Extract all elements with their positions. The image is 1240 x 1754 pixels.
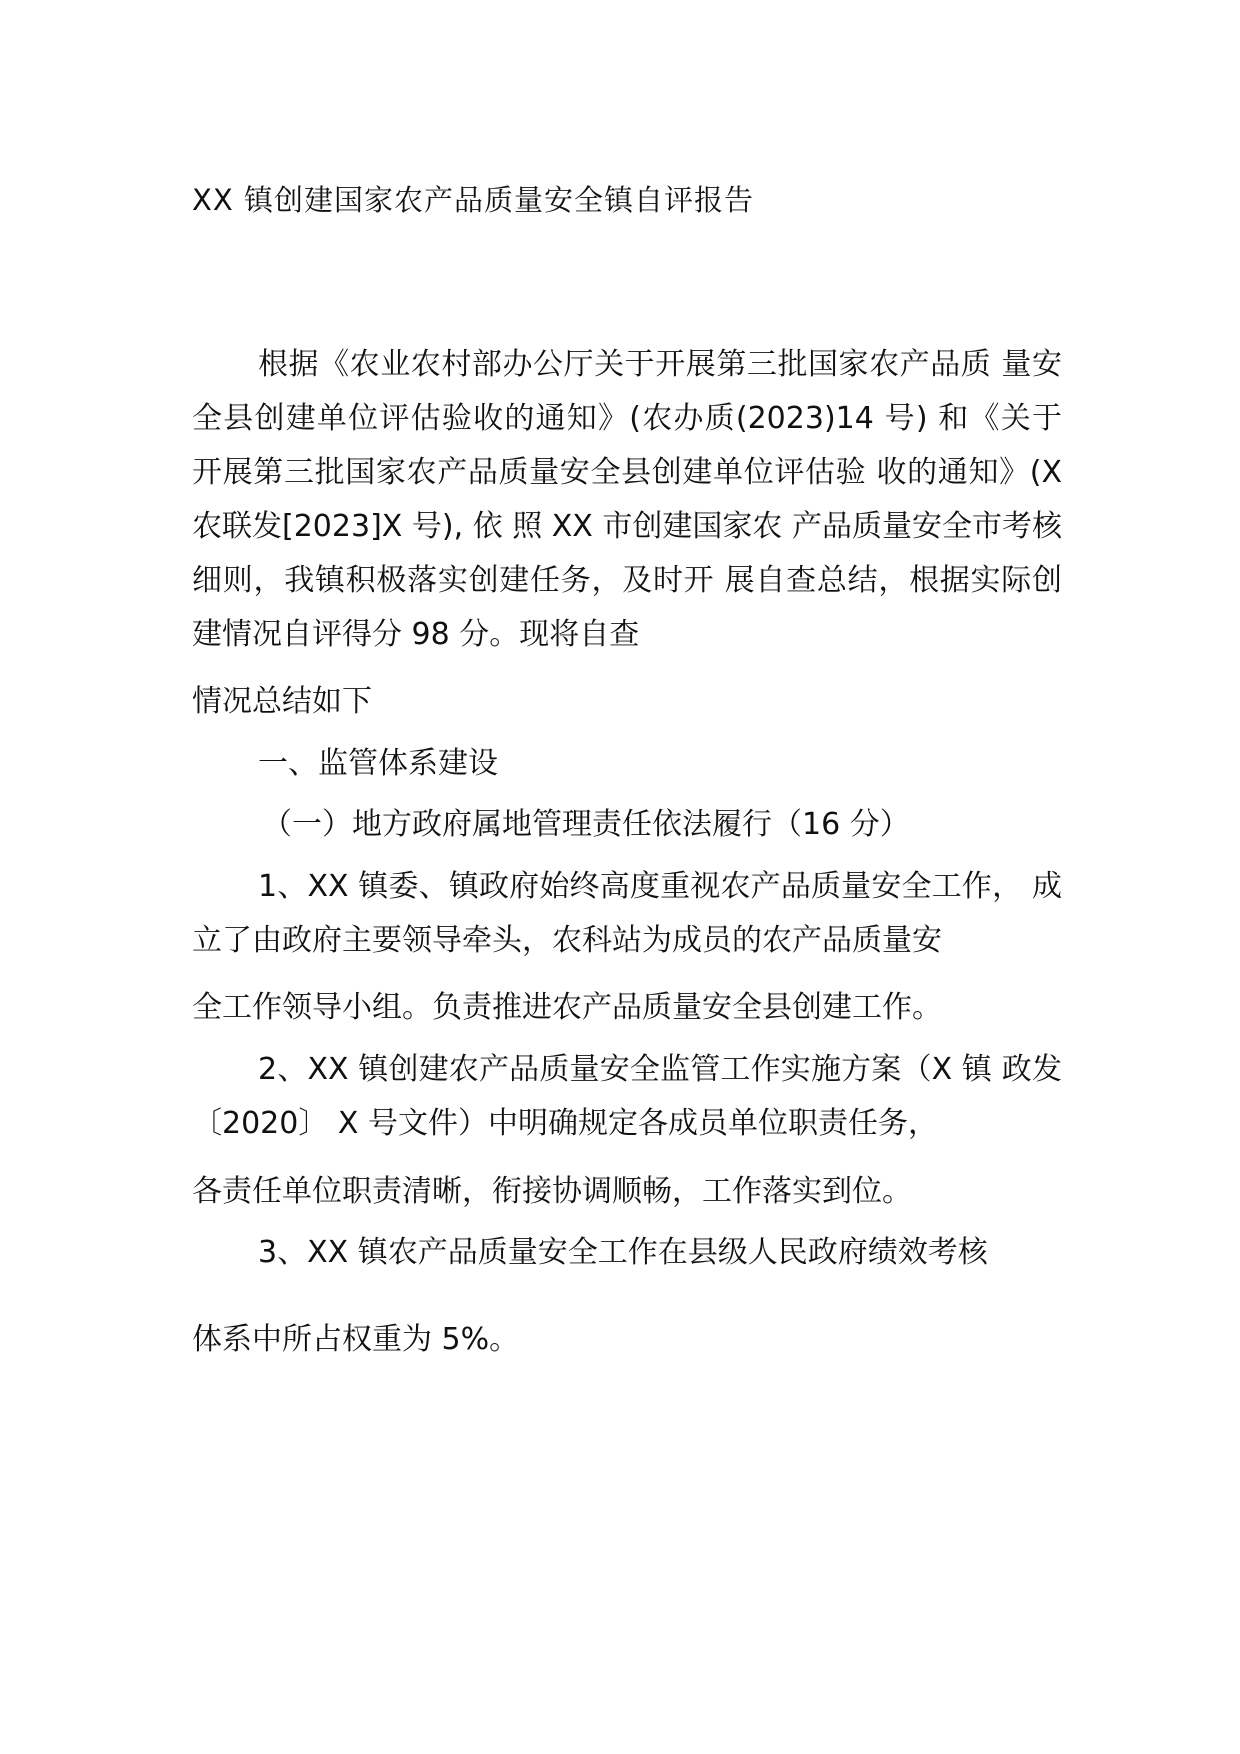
section-heading: 一、监管体系建设	[258, 746, 498, 781]
item-3-paragraph: 3、XX 镇农产品质量安全工作在县级人民政府绩效考核	[258, 1235, 988, 1270]
intro-paragraph: 根据《农业农村部办公厅关于开展第三批国家农产品质 量安全县创建单位评估验收的通知》(农办质(2023)14 号) 和《关于开展第三批国家农产品质量安全县创建单位评估验 收的通知》(X 农联发[2023]X 号), 依 照 XX 市创建国家农 产品质量安全市考核细则，我镇积极落实创建任务，及时开 展自查总结，根据实际创建情况自评得分 98 分。现将自查	[192, 347, 1062, 652]
item-2-continuation: 各责任单位职责清晰，衔接协调顺畅，工作落实到位。	[192, 1174, 912, 1209]
subsection-heading: （一）地方政府属地管理责任依法履行（16 分）	[262, 807, 910, 842]
item-1-continuation: 全工作领导小组。负责推进农产品质量安全县创建工作。	[192, 990, 942, 1025]
item-1-paragraph: 1、XX 镇委、镇政府始终高度重视农产品质量安全工作， 成立了由政府主要领导牵头，农科站为成员的农产品质量安	[192, 869, 1062, 958]
item-2-paragraph: 2、XX 镇创建农产品质量安全监管工作实施方案（X 镇 政发〔2020〕 X 号文件）中明确规定各成员单位职责任务，	[192, 1052, 1062, 1141]
item-3-continuation: 体系中所占权重为 5%。	[192, 1322, 520, 1357]
intro-continuation: 情况总结如下	[192, 684, 372, 719]
document-title: XX 镇创建国家农产品质量安全镇自评报告	[192, 183, 754, 217]
